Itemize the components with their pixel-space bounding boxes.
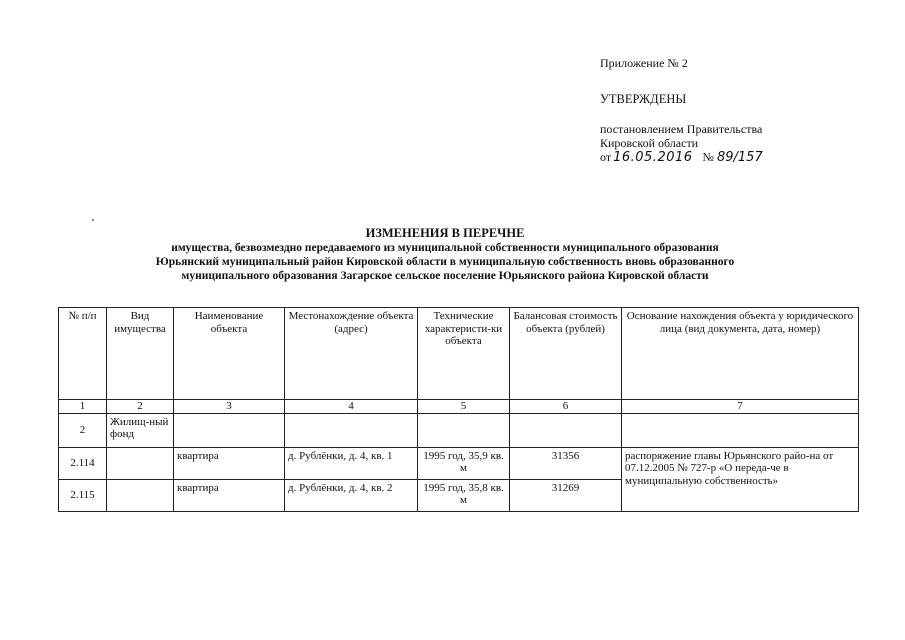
number-sign: № [702, 150, 714, 164]
row-type [107, 447, 174, 479]
approved-label: УТВЕРЖДЕНЫ [600, 92, 687, 106]
scan-dot [92, 219, 94, 221]
header-specs: Технические характеристи-ки объекта [418, 308, 510, 400]
group-row [59, 413, 859, 447]
empty-cell [174, 413, 285, 447]
row-value: 31269 [510, 479, 622, 511]
title-line-2: Юрьянский муниципальный район Кировской области в муниципальную собственность вновь образованного [155, 256, 735, 268]
column-number: 3 [174, 400, 285, 414]
header-address: Местонахождение объекта (адрес) [285, 308, 418, 400]
row-basis: распоряжение главы Юрьянского райо-на от 07.12.2005 № 727-р «О переда-че в муниципальную собственность» [622, 447, 859, 511]
column-number: 1 [59, 400, 107, 414]
row-type [107, 479, 174, 511]
empty-cell [622, 413, 859, 447]
handwritten-number: 89/157 [716, 150, 763, 165]
column-number: 4 [285, 400, 418, 414]
title-line-3: муниципального образования Загарское сельское поселение Юрьянского района Кировской области [181, 270, 709, 282]
row-name: квартира [174, 447, 285, 479]
row-number: 2.115 [59, 479, 107, 511]
column-number: 2 [107, 400, 174, 414]
title-main: ИЗМЕНЕНИЯ В ПЕРЕЧНЕ [365, 226, 525, 240]
header-basis: Основание нахождения объекта у юридического лица (вид документа, дата, номер) [622, 308, 859, 400]
row-address: д. Рублёнки, д. 4, кв. 2 [285, 479, 418, 511]
appendix-label: Приложение № 2 [600, 56, 688, 70]
header-value: Балансовая стоимость объекта (рублей) [510, 308, 622, 400]
decree-date-line [600, 150, 890, 165]
column-number: 6 [510, 400, 622, 414]
row-specs: 1995 год, 35,8 кв. м [418, 479, 510, 511]
row-value: 31356 [510, 447, 622, 479]
row-specs: 1995 год, 35,9 кв. м [418, 447, 510, 479]
column-number: 7 [622, 400, 859, 414]
row-address: д. Рублёнки, д. 4, кв. 1 [285, 447, 418, 479]
group-type: Жилищ-ный фонд [107, 413, 174, 447]
date-prefix: от [600, 150, 612, 164]
empty-cell [510, 413, 622, 447]
handwritten-date: 16.05.2016 [613, 150, 693, 165]
column-number: 5 [418, 400, 510, 414]
header-type: Вид имущества [107, 308, 174, 400]
approval-block [600, 56, 890, 165]
table-header-row [59, 308, 859, 400]
empty-cell [285, 413, 418, 447]
document-title [60, 226, 830, 283]
decree-line-2: Кировской области [600, 136, 699, 150]
title-line-1: имущества, безвозмездно передаваемого из муниципальной собственности муниципального образования [171, 242, 719, 254]
header-name: Наименование объекта [174, 308, 285, 400]
header-number: № п/п [59, 308, 107, 400]
row-name: квартира [174, 479, 285, 511]
row-number: 2.114 [59, 447, 107, 479]
column-number-row [59, 400, 859, 414]
property-table [58, 307, 859, 512]
group-number: 2 [59, 413, 107, 447]
decree-line-1: постановлением Правительства [600, 122, 763, 136]
table-row [59, 447, 859, 479]
empty-cell [418, 413, 510, 447]
